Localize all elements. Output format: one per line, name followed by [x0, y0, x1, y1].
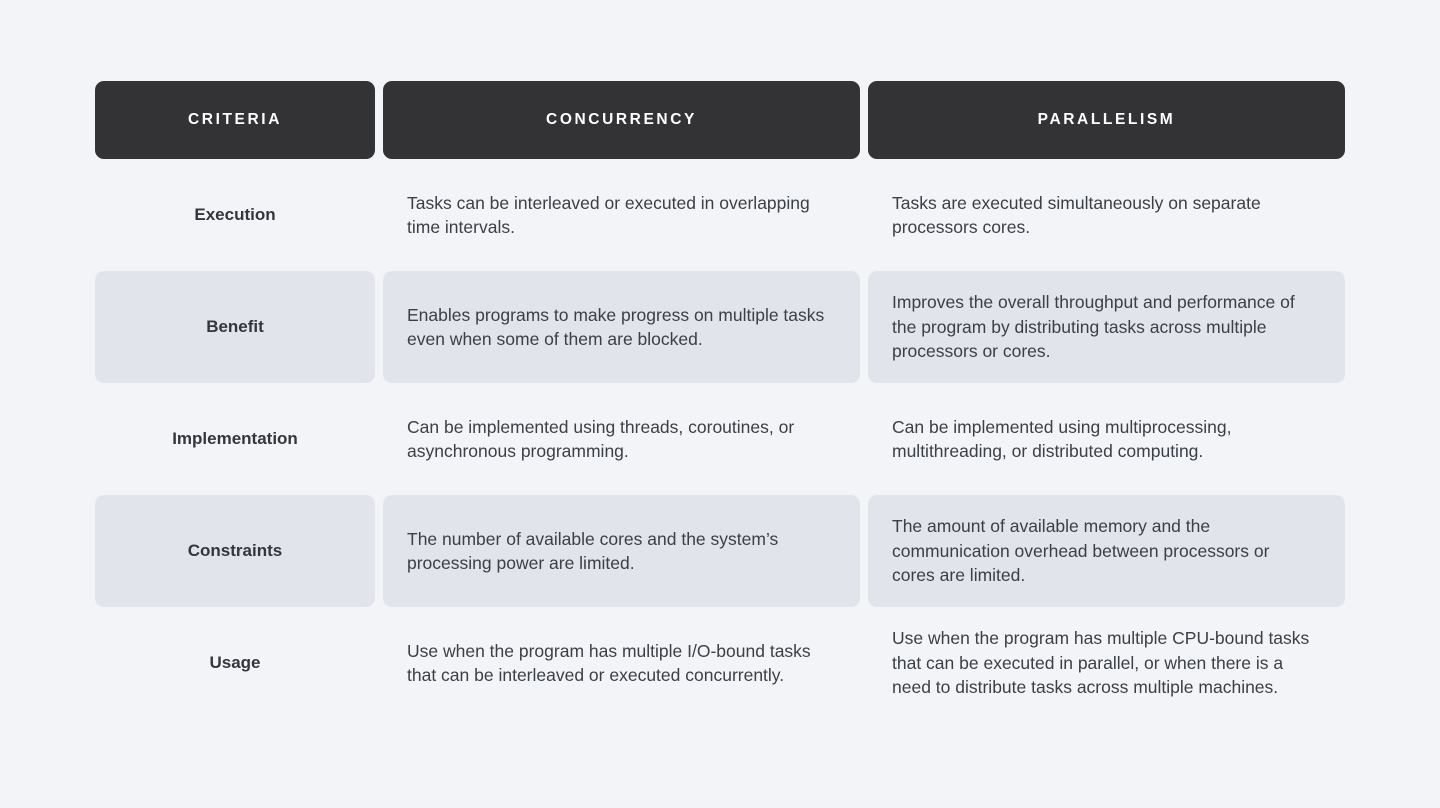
criteria-label: Benefit	[95, 271, 375, 383]
header-cell-concurrency: CONCURRENCY	[383, 81, 860, 159]
header-cell-parallelism: PARALLELISM	[868, 81, 1345, 159]
parallelism-value: Can be implemented using multiprocessing, multithreading, or distributed computing.	[892, 416, 1232, 461]
table-row-constraints	[95, 495, 1345, 607]
parallelism-value: Tasks are executed simultaneously on separate processors cores.	[892, 192, 1261, 237]
comparison-table	[95, 81, 1345, 719]
criteria-label: Constraints	[95, 495, 375, 607]
criteria-label: Usage	[209, 653, 261, 672]
concurrency-value: The number of available cores and the system’s processing power are limited.	[383, 495, 860, 607]
concurrency-value: Tasks can be interleaved or executed in overlapping time intervals.	[407, 192, 810, 237]
concurrency-value: Can be implemented using threads, coroutines, or asynchronous programming.	[407, 416, 795, 461]
table-row-implementation	[95, 383, 1345, 495]
parallelism-value: Improves the overall throughput and performance of the program by distributing tasks across multiple processors or cores.	[868, 271, 1345, 383]
concurrency-value: Enables programs to make progress on multiple tasks even when some of them are blocked.	[383, 271, 860, 383]
table-header-row	[95, 81, 1345, 159]
header-cell-criteria: CRITERIA	[95, 81, 375, 159]
table-row-benefit	[95, 271, 1345, 383]
table-row-execution	[95, 159, 1345, 271]
table-row-usage	[95, 607, 1345, 719]
criteria-label: Implementation	[172, 429, 298, 448]
parallelism-value: The amount of available memory and the communication overhead between processors or cores are limited.	[868, 495, 1345, 607]
criteria-label: Execution	[194, 205, 276, 224]
parallelism-value: Use when the program has multiple CPU-bound tasks that can be executed in parallel, or when there is a need to distribute tasks across multiple machines.	[892, 628, 1310, 698]
concurrency-value: Use when the program has multiple I/O-bound tasks that can be interleaved or executed concurrently.	[407, 640, 811, 685]
